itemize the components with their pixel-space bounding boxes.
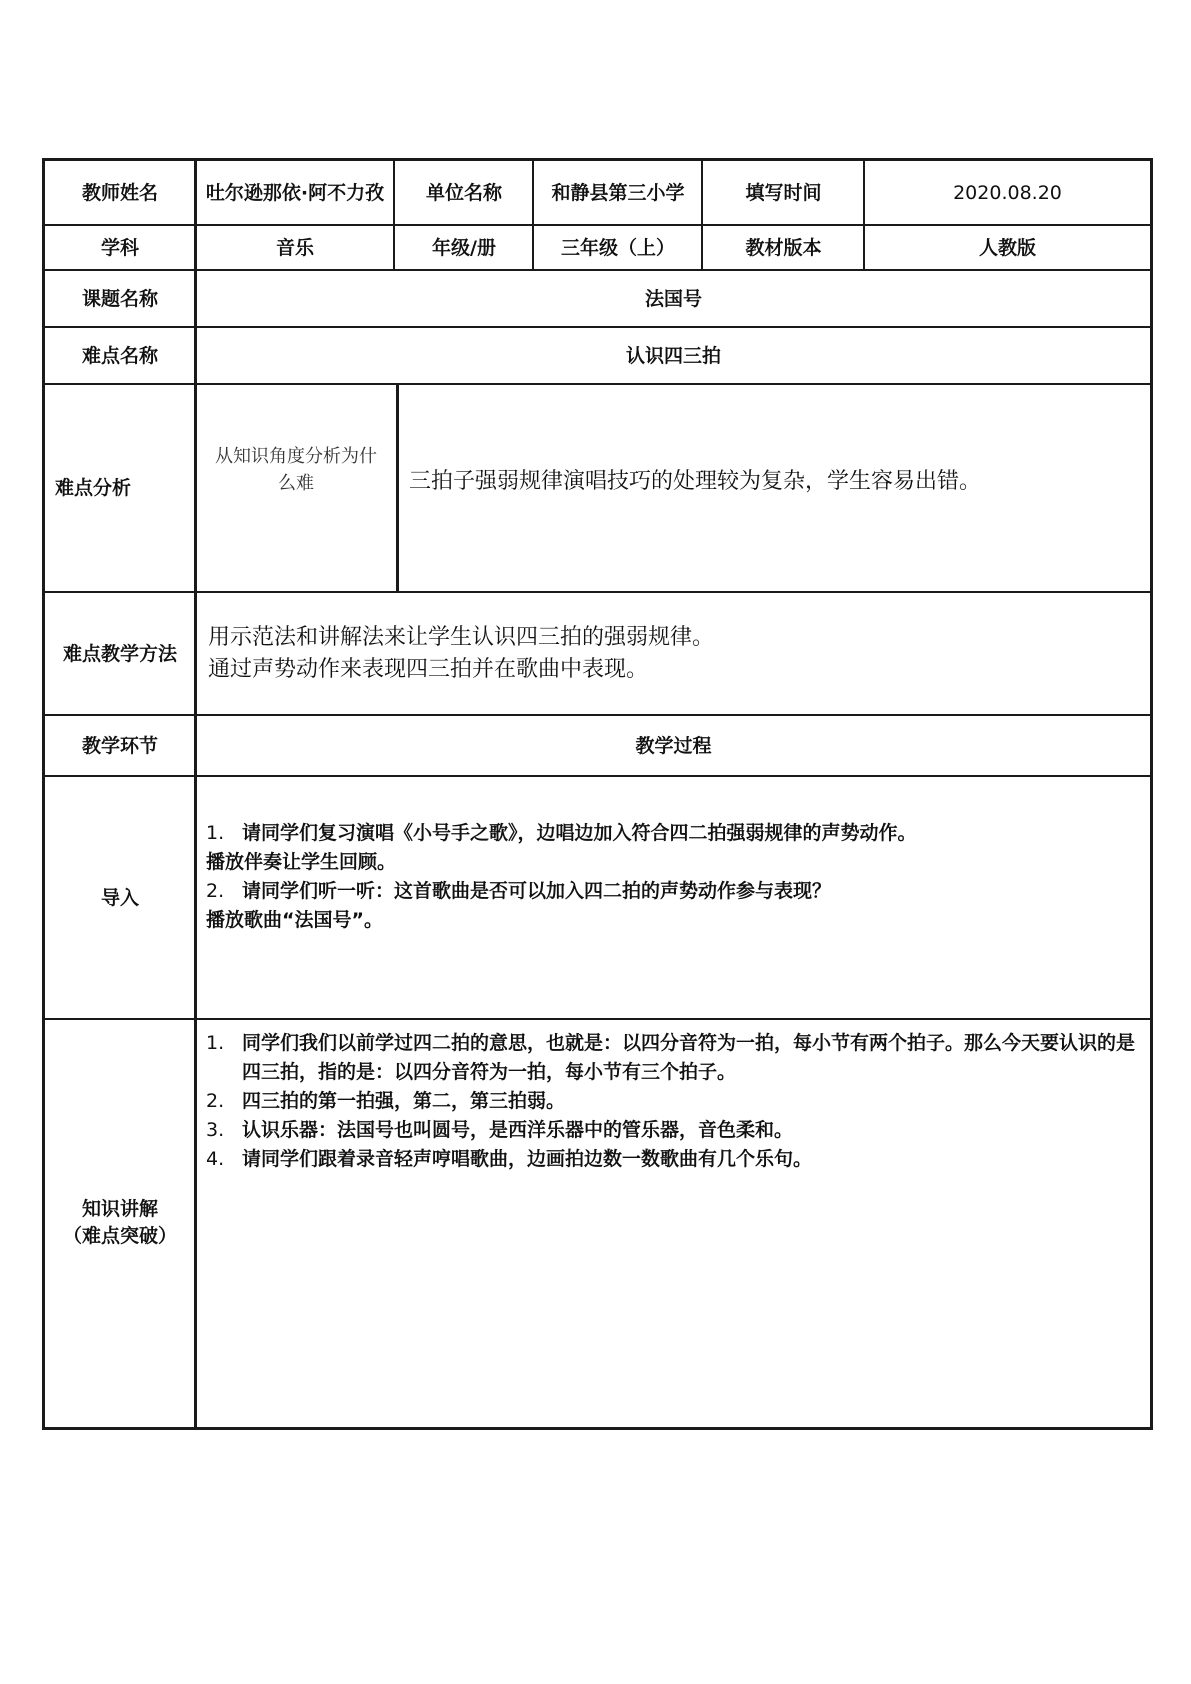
knowledge-label-line2: （难点突破）: [62, 1225, 177, 1247]
list-item: [206, 877, 1136, 906]
intro-paragraph: 播放伴奏让学生回顾。: [206, 851, 397, 873]
item-number: 4.: [206, 1148, 225, 1170]
item-text: 请同学们听一听：这首歌曲是否可以加入四二拍的声势动作参与表现？: [242, 880, 832, 902]
list-item: [206, 819, 1136, 848]
intro-label: 导入: [100, 886, 139, 909]
item-text: 请同学们复习演唱《小号手之歌》，边唱边加入符合四二拍强弱规律的声势动作。: [242, 822, 917, 844]
row-divider: [45, 591, 1150, 593]
row-divider: [45, 1018, 1150, 1020]
item-text: 认识乐器：法国号也叫圆号，是西洋乐器中的管乐器，音色柔和。: [242, 1119, 794, 1141]
analysis-content: 三拍子强弱规律演唱技巧的处理较为复杂，学生容易出错。: [409, 469, 982, 494]
knowledge-label-line1: 知识讲解: [81, 1198, 158, 1220]
method-line: 用示范法和讲解法来让学生认识四三拍的强弱规律。: [208, 625, 715, 650]
lesson-plan-table: [42, 158, 1153, 1430]
edition-label: 教材版本: [745, 236, 822, 259]
list-item: [206, 1116, 1146, 1145]
item-number: 2.: [206, 880, 225, 902]
unit-name-label: 单位名称: [425, 181, 502, 204]
item-number: 1.: [206, 822, 225, 844]
column-divider: [396, 384, 399, 592]
fill-date-value: 2020.08.20: [953, 181, 1062, 204]
item-text: 四三拍的第一拍强，第二，第三拍弱。: [242, 1090, 566, 1112]
process-header-label: 教学过程: [635, 734, 712, 757]
unit-name-value: 和静县第三小学: [551, 181, 685, 204]
stage-header-label: 教学环节: [81, 734, 158, 757]
subject-label: 学科: [100, 236, 139, 259]
analysis-label: 难点分析: [55, 477, 132, 499]
topic-label: 课题名称: [81, 287, 158, 310]
item-text: 请同学们跟着录音轻声哼唱歌曲，边画拍边数一数歌曲有几个乐句。: [242, 1148, 813, 1170]
teacher-name-value: 吐尔逊那依·阿不力孜: [205, 181, 385, 204]
method-line: 通过声势动作来表现四三拍并在歌曲中表现。: [208, 657, 649, 682]
intro-content: [206, 819, 1136, 935]
method-content: [208, 622, 1138, 686]
difficulty-value: 认识四三拍: [625, 344, 721, 367]
knowledge-content: [206, 1029, 1146, 1174]
fill-date-label: 填写时间: [745, 181, 822, 204]
method-label: 难点教学方法: [62, 642, 177, 665]
item-number: 1.: [206, 1032, 225, 1054]
topic-value: 法国号: [644, 287, 702, 310]
item-text: 同学们我们以前学过四二拍的意思，也就是：以四分音符为一拍，每小节有两个拍子。那么今天要认识的是四三拍，指的是：以四分音符为一拍，每小节有三个拍子。: [242, 1032, 1136, 1083]
edition-value: 人教版: [978, 236, 1036, 259]
list-item: [206, 1087, 1146, 1116]
difficulty-label: 难点名称: [81, 344, 158, 367]
list-item: [206, 1029, 1146, 1087]
subject-value: 音乐: [275, 236, 314, 259]
grade-label: 年级/册: [432, 236, 496, 259]
item-number: 3.: [206, 1119, 225, 1141]
knowledge-label: [45, 1020, 195, 1426]
grade-value: 三年级（上）: [560, 236, 675, 259]
intro-paragraph: 播放歌曲“法国号”。: [206, 909, 383, 931]
analysis-sublabel: 从知识角度分析为什么难: [215, 446, 377, 494]
teacher-name-label: 教师姓名: [81, 181, 158, 204]
item-number: 2.: [206, 1090, 225, 1112]
list-item: [206, 1145, 1146, 1174]
